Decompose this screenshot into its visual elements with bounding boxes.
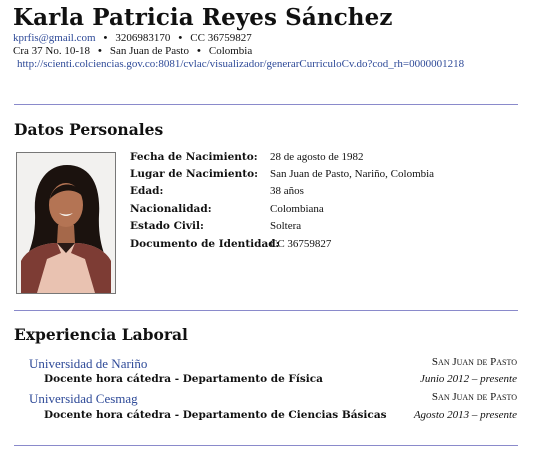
info-label: Nacionalidad:	[130, 203, 212, 215]
separator: •	[98, 45, 102, 57]
address: Cra 37 No. 10-18	[13, 45, 90, 57]
location: San Juan de Pasto	[431, 391, 517, 403]
organization: Universidad de Nariño	[29, 356, 148, 371]
profile-photo	[16, 152, 116, 294]
date-range: Agosto 2013 – presente	[413, 409, 517, 421]
section-title-personal: Datos Personales	[14, 120, 164, 139]
phone: 3206983170	[115, 32, 171, 44]
email-link[interactable]: kprfis@gmail.com	[13, 32, 96, 44]
section-divider	[14, 310, 518, 311]
contact-line-3	[17, 57, 464, 71]
city: San Juan de Pasto	[109, 45, 189, 57]
job-title: Docente hora cátedra - Departamento de Física	[44, 373, 323, 385]
separator: •	[197, 45, 201, 57]
cvlac-url-link[interactable]: http://scienti.colciencias.gov.co:8081/cvlac/visualizador/generarCurriculoCv.do?cod_rh=0000001218	[17, 58, 465, 70]
separator: •	[178, 32, 183, 44]
job-title: Docente hora cátedra - Departamento de Ciencias Básicas	[44, 409, 387, 421]
info-label: Fecha de Nacimiento:	[130, 151, 258, 163]
info-label: Estado Civil:	[130, 220, 204, 232]
info-value: 38 años	[270, 185, 304, 197]
info-label: Documento de Identidad:	[130, 238, 280, 250]
contact-line-2	[13, 44, 252, 58]
info-value: CC 36759827	[270, 238, 332, 250]
contact-line-1	[13, 31, 252, 45]
date-range: Junio 2012 – presente	[419, 373, 517, 385]
info-value: Colombiana	[270, 203, 324, 215]
separator: •	[103, 32, 108, 44]
organization: Universidad Cesmag	[29, 391, 138, 406]
country: Colombia	[208, 45, 253, 57]
info-label: Edad:	[130, 185, 164, 197]
section-title-experience: Experiencia Laboral	[14, 325, 188, 344]
info-value: 28 de agosto de 1982	[270, 151, 364, 163]
info-label: Lugar de Nacimiento:	[130, 168, 258, 180]
id-document: CC 36759827	[190, 32, 252, 44]
section-divider	[14, 104, 518, 105]
info-value: Soltera	[270, 220, 302, 232]
location: San Juan de Pasto	[431, 356, 517, 368]
profile-photo-illustration	[17, 153, 115, 293]
section-divider	[14, 445, 518, 446]
info-value: San Juan de Pasto, Nariño, Colombia	[270, 168, 435, 180]
cv-name: Karla Patricia Reyes Sánchez	[13, 4, 393, 31]
